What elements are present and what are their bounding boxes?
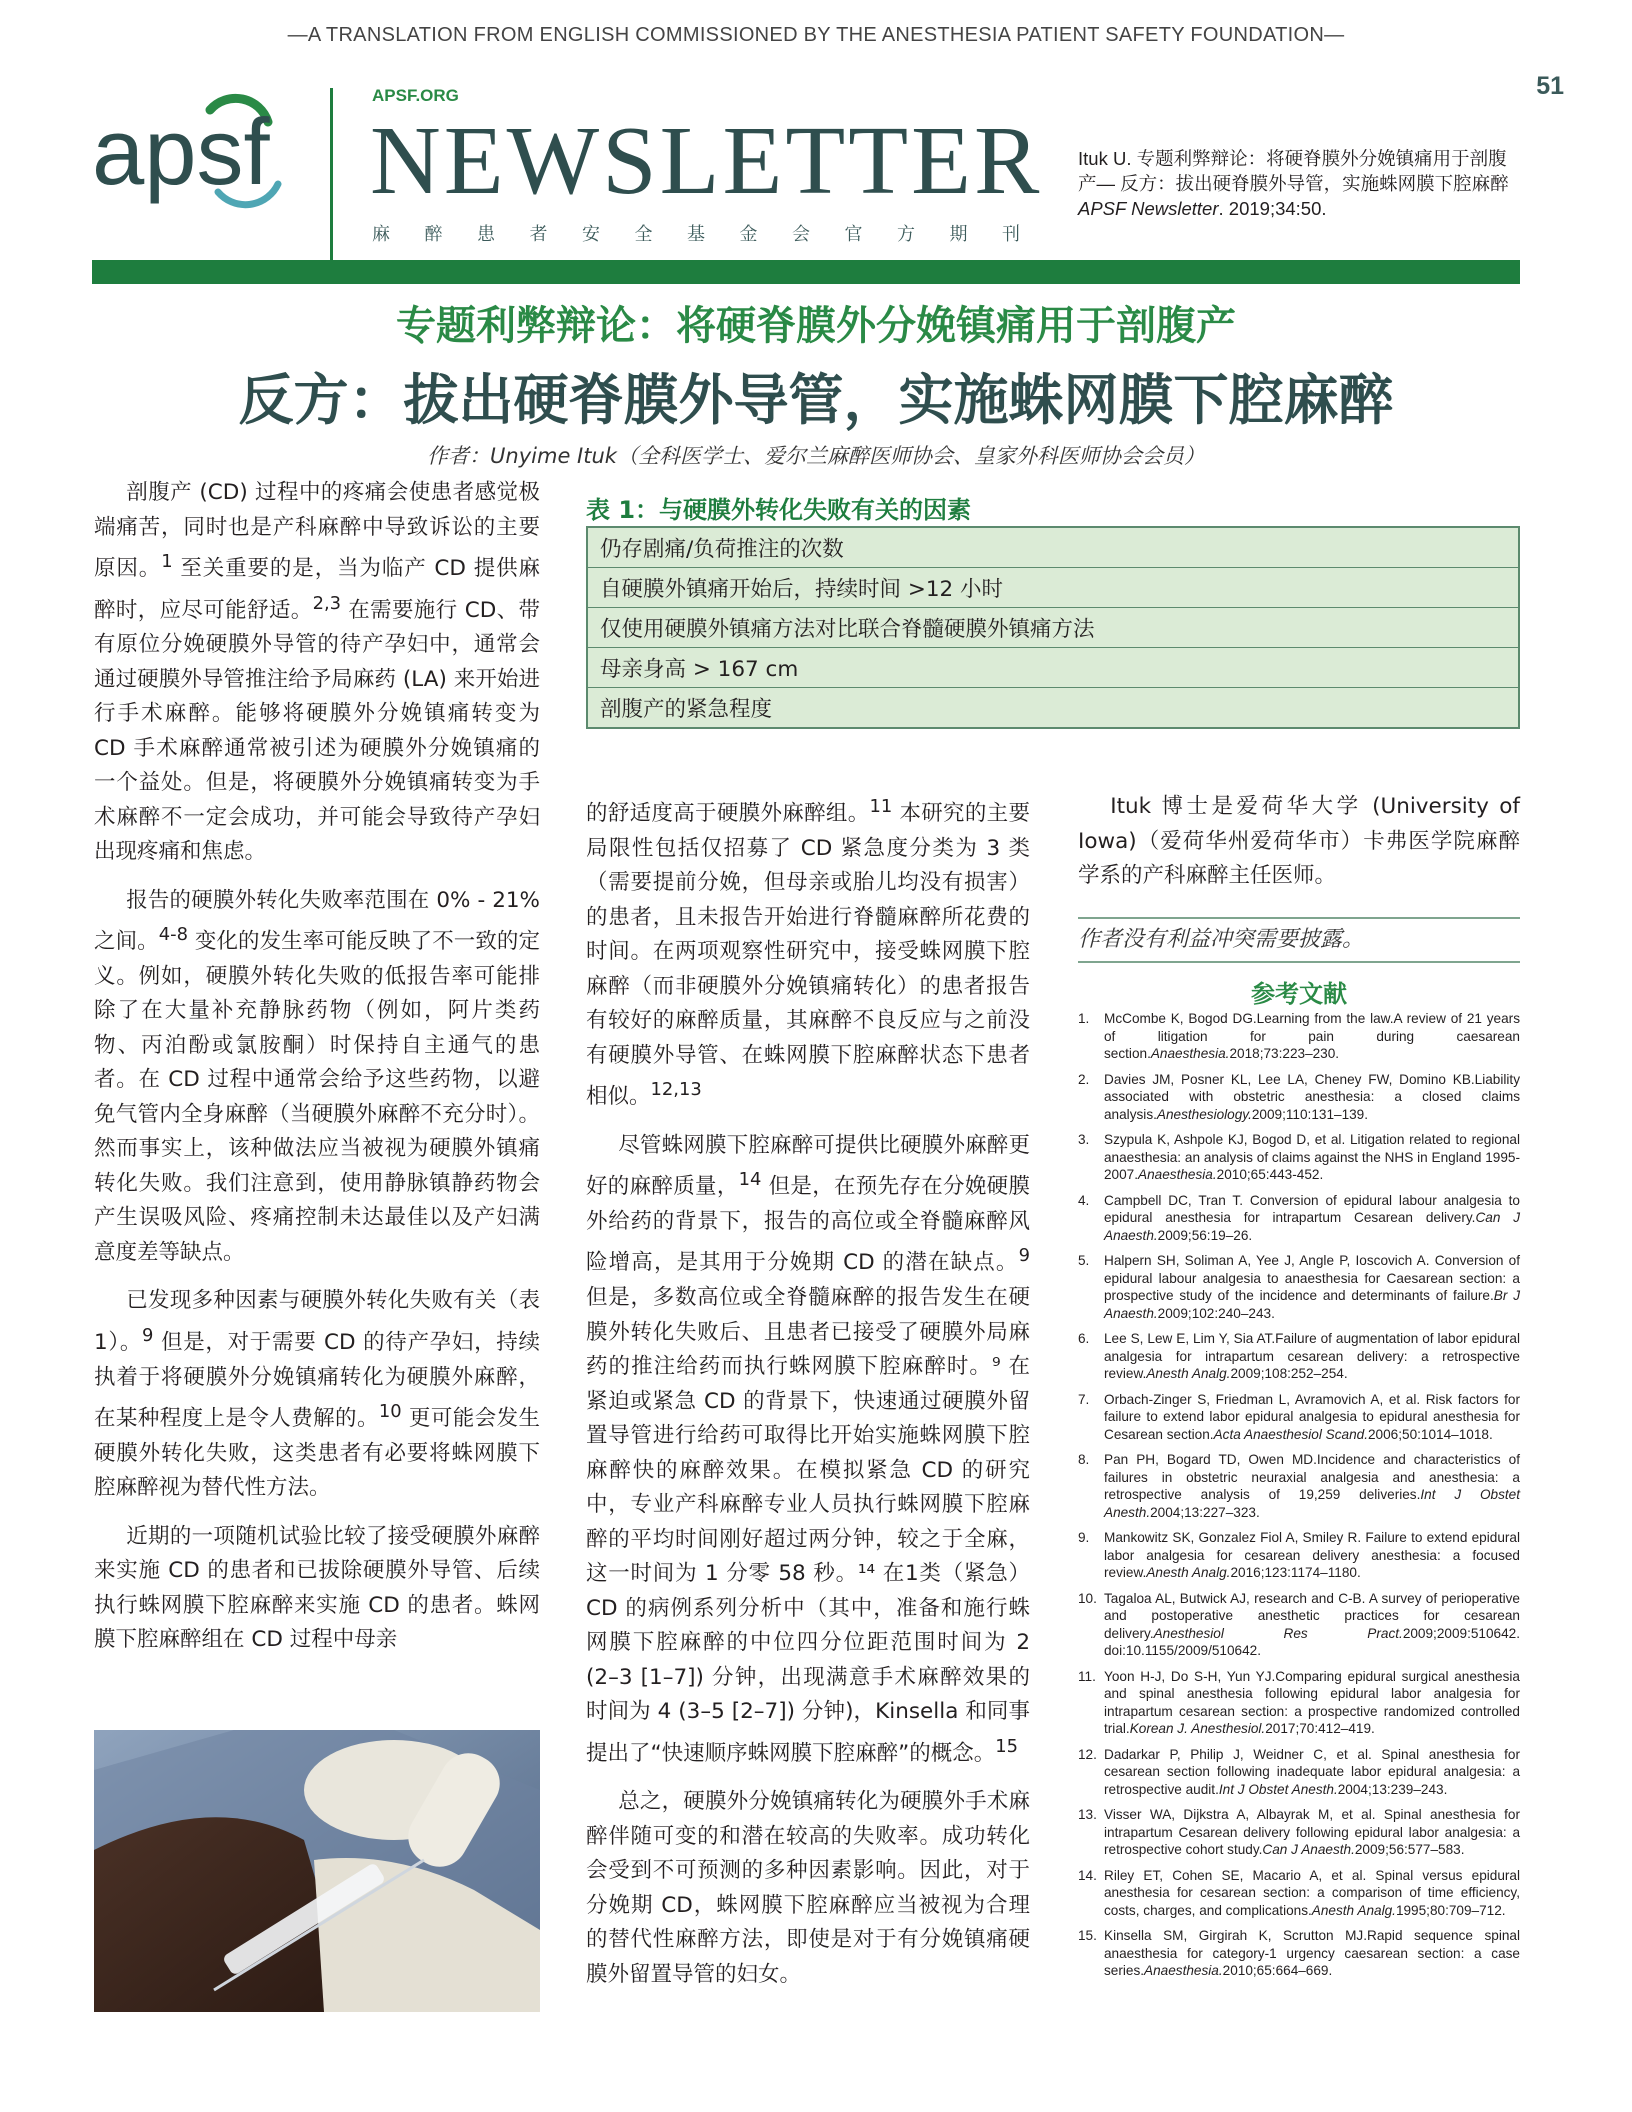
conflict-of-interest: 作者没有利益冲突需要披露。 — [1078, 927, 1365, 952]
byline: 作者：Unyime Ituk（全科医学士、爱尔兰麻醉医师协会、皇家外科医师协会会员） — [427, 444, 1205, 468]
subtitle-char: 醉 — [424, 224, 443, 245]
reference-item: 2. Davies JM, Posner KL, Lee LA, Cheney FW, Domino KB.Liability associated with obstetric anesthesia: a closed claims analysis.Anesthesiology.2009;110:131–139. — [1078, 1071, 1520, 1122]
paragraph: 近期的一项随机试验比较了接受硬膜外麻醉来实施 CD 的患者和已拔除硬膜外导管、后续执行蛛网膜下腔麻醉来实施 CD 的患者。蛛网膜下腔麻醉组在 CD 过程中母亲 — [94, 1523, 540, 1653]
page-number: 51 — [1536, 72, 1564, 100]
left-column — [94, 476, 540, 1672]
citation-details: . 2019;34:50. — [1218, 198, 1327, 219]
apsf-logo — [92, 92, 310, 218]
table-cell: 仅使用硬膜外镇痛方法对比联合脊髓硬膜外镇痛方法 — [587, 608, 1519, 648]
reference-item: 10. Tagaloa AL, Butwick AJ, research and C-B. A survey of perioperative and postoperative anesthetic practices for cesarean delivery.Anesthesiol Res Pract.2009;2009:510642. doi:10.1155/2009/510642. — [1078, 1590, 1520, 1658]
masthead-subtitle — [372, 220, 1020, 246]
paragraph: 尽管蛛网膜下腔麻醉可提供比硬膜外麻醉更好的麻醉质量，$^{14}$ 但是，在预先存在分娩硬膜外给药的背景下，报告的高位或全脊髓麻醉风险增高，是其用于分娩期 CD 的潜在缺点。$^9$ 但是，多数高位或全脊髓麻醉的报告发生在硬膜外转化失败后、且患者已接受了硬膜外局麻药的推注给药而执行蛛网膜下腔麻醉时。⁹ 在紧迫或紧急 CD 的背景下，快速通过硬膜外留置导管进行给药可取得比开始实施蛛网膜下腔麻醉快的麻醉效果。在模拟紧急 CD 的研究中，专业产科麻醉专业人员执行蛛网膜下腔麻醉的平均时间刚好超过两分钟，较之于全麻，这一时间为 1 分零 58 秒。¹⁴ 在1类（紧急）CD 的病例系列分析中（其中，准备和施行蛛网膜下腔麻醉的中位四分位距范围时间为 2 (2–3 [1–7]) 分钟，出现满意手术麻醉效果的时间为 4 (3–5 [2–7]) 分钟)，Kinsella 和同事提出了“快速顺序蛛网膜下腔麻醉”的概念。$^{15}$ — [586, 1132, 1030, 1766]
table-row — [587, 568, 1519, 608]
paragraph: 已发现多种因素与硬膜外转化失败有关（表 1）。$^9$ 但是，对于需要 CD 的待产孕妇，持续执着于将硬膜外分娩镇痛转化为硬膜外麻醉，在某种程度上是令人费解的。$^{10}$ 更可能会发生硬膜外转化失败，这类患者有必要将蛛网膜下腔麻醉视为替代性方法。 — [94, 1288, 540, 1501]
subtitle-char: 金 — [739, 224, 758, 245]
subtitle-char: 期 — [949, 224, 968, 245]
table-cell: 剖腹产的紧急程度 — [587, 688, 1519, 729]
subtitle-char: 官 — [844, 224, 863, 245]
reference-item: 9. Mankowitz SK, Gonzalez Fiol A, Smiley R. Failure to extend epidural labor analgesia for cesarean delivery anesthesia: a focused review.Anesth Analg.2016;123:1174–1180. — [1078, 1530, 1520, 1580]
reference-item: 5. Halpern SH, Soliman A, Yee J, Angle P, Ioscovich A. Conversion of epidural labour analgesia to anaesthesia for Caesarean section: a prospective study of the incidence and determinants of failure.Br J Anaesth.2009;102:240–243. — [1078, 1253, 1520, 1321]
reference-item: 8. Pan PH, Bogard TD, Owen MD.Incidence and characteristics of failures in obstetric neuraxial analgesia and anesthesia: a retrospective analysis of 19,259 deliveries.Int J Obstet Anesth.2004;13:227–323. — [1078, 1452, 1520, 1520]
masthead-title: NEWSLETTER — [370, 107, 1043, 215]
subtitle-char: 基 — [687, 224, 705, 245]
translation-banner: —A TRANSLATION FROM ENGLISH COMMISSIONED BY THE ANESTHESIA PATIENT SAFETY FOUNDATION— — [287, 24, 1345, 46]
subtitle-char: 刊 — [1002, 224, 1020, 245]
site-url[interactable]: APSF.ORG — [372, 86, 459, 105]
subtitle-char: 会 — [792, 224, 810, 245]
subtitle-char: 全 — [634, 224, 653, 245]
logo-wordmark: apsf — [92, 99, 270, 204]
reference-item: 4. Campbell DC, Tran T. Conversion of epidural labour analgesia to epidural anesthesia for intrapartum Cesarean delivery.Can J Anaesth.2009;56:19–26. — [1078, 1192, 1521, 1243]
reference-item: 3. Szypula K, Ashpole KJ, Bogod D, et al. Litigation related to regional anaesthesia: an analysis of claims against the NHS in England 1995-2007.Anaesthesia.2010;65:443-452. — [1078, 1132, 1520, 1182]
subtitle-char: 患 — [477, 224, 495, 245]
subtitle-char: 方 — [897, 224, 915, 245]
reference-item: 14. Riley ET, Cohen SE, Macario A, et al. Spinal versus epidural anesthesia for cesarean section: a comparison of time efficiency, costs, charges, and complications.Anesth Analg.1995;80:709–712. — [1078, 1867, 1520, 1918]
table-row — [587, 608, 1519, 648]
subtitle-char: 者 — [529, 224, 548, 245]
article-citation — [1078, 146, 1510, 221]
references-heading: 参考文献 — [1251, 980, 1347, 1008]
references-list — [1078, 1010, 1520, 1988]
subtitle-char: 安 — [582, 224, 600, 245]
epidural-procedure-photo — [94, 1730, 540, 2012]
paragraph: 报告的硬膜外转化失败率范围在 0% - 21% 之间。$^{4-8}$ 变化的发生率可能反映了不一致的定义。例如，硬膜外转化失败的低报告率可能排除了在大量补充静脉药物（例如，阿片类药物、丙泊酚或氯胺酮）时保持自主通气的患者。在 CD 过程中通常会给予这些药物，以避免气管内全身麻醉（当硬膜外麻醉不充分时）。然而事实上，该种做法应当被视为硬膜外镇痛转化失败。我们注意到，使用静脉镇静药物会产生误吸风险、疼痛控制未达最佳以及产妇满意度差等缺点。 — [94, 887, 540, 1265]
table-cell: 自硬膜外镇痛开始后，持续时间 >12 小时 — [587, 568, 1519, 608]
table-row — [587, 527, 1519, 568]
table-row — [587, 648, 1519, 688]
reference-item: 1. McCombe K, Bogod DG.Learning from the law.A review of 21 years of litigation for pain during caesarean section.Anaesthesia.2018;73:223–230. — [1078, 1011, 1520, 1061]
factors-table — [586, 526, 1520, 729]
reference-item: 7. Orbach-Zinger S, Friedman L, Avramovich A, et al. Risk factors for failure to extend labor epidural analgesia to epidural anesthesia for Cesarean section.Acta Anaesthesiol Scand.2006;50:1014–1018. — [1078, 1391, 1520, 1442]
citation-text: Ituk U. 专题利弊辩论：将硬脊膜外分娩镇痛用于剖腹产— 反方：拔出硬脊膜外导管，实施蛛网膜下腔麻醉 — [1078, 148, 1509, 194]
reference-item: 13. Visser WA, Dijkstra A, Albayrak M, et al. Spinal anesthesia for intrapartum Cesarean delivery following epidural labor analgesia: a retrospective cohort study.Can J Anaesth.2009;56:577–583. — [1078, 1807, 1520, 1857]
headline-topic: 专题利弊辩论：将硬脊膜外分娩镇痛用于剖腹产 — [396, 303, 1236, 349]
reference-item: 11. Yoon H-J, Do S-H, Yun YJ.Comparing epidural surgical anesthesia and spinal anesthesia following epidural labor analgesia for intrapartum cesarean section: a prospective randomized controlled trial.Korean J. Anesthesiol.2017;70:412–419. — [1078, 1668, 1520, 1736]
paragraph: 剖腹产 (CD) 过程中的疼痛会使患者感觉极端痛苦，同时也是产科麻醉中导致诉讼的主要原因。$^1$ 至关重要的是，当为临产 CD 提供麻醉时，应尽可能舒适。$^{2,3}$ 在需要施行 CD、带有原位分娩硬膜外导管的待产孕妇中，通常会通过硬膜外导管推注给予局麻药 (LA) 来开始进行手术麻醉。能够将硬膜外分娩镇痛转变为 CD 手术麻醉通常被引述为硬膜外分娩镇痛的一个益处。但是，将硬膜外分娩镇痛转变为手术麻醉不一定会成功，并可能会导致待产孕妇出现疼痛和焦虑。 — [94, 480, 540, 865]
middle-column — [586, 790, 1030, 2006]
author-bio: Ituk 博士是爱荷华大学 (University of Iowa)（爱荷华州爱荷华市）卡弗医学院麻醉学系的产科麻醉主任医师。 — [1078, 794, 1520, 888]
divider — [1078, 961, 1520, 963]
headline-title: 反方：拔出硬脊膜外导管，实施蛛网膜下腔麻醉 — [238, 368, 1394, 432]
table-title: 表 1：与硬膜外转化失败有关的因素 — [586, 496, 972, 524]
reference-item: 12. Dadarkar P, Philip J, Weidner C, et al. Spinal anesthesia for cesarean section following inadequate labor epidural analgesia: a retrospective audit.Int J Obstet Anesth.2004;13:239–243. — [1078, 1746, 1520, 1797]
paragraph: 的舒适度高于硬膜外麻醉组。$^{11}$ 本研究的主要局限性包括仅招募了 CD 紧急度分类为 3 类（需要提前分娩，但母亲或胎儿均没有损害）的患者，且未报告开始进行脊髓麻醉所花费的时间。在两项观察性研究中，接受蛛网膜下腔麻醉（而非硬膜外分娩镇痛转化）的患者报告有较好的麻醉质量，其麻醉不良反应与之前没有硬膜外导管、在蛛网膜下腔麻醉状态下患者相似。$^{12,13}$ — [586, 796, 1030, 1110]
subtitle-char: 麻 — [372, 224, 390, 245]
paragraph: 总之，硬膜外分娩镇痛转化为硬膜外手术麻醉伴随可变的和潜在较高的失败率。成功转化会受到不可预测的多种因素影响。因此，对于分娩期 CD，蛛网膜下腔麻醉应当被视为合理的替代性麻醉方法，即使是对于有分娩镇痛硬膜外留置导管的妇女。 — [586, 1789, 1030, 1987]
table-cell: 仍存剧痛/负荷推注的次数 — [587, 527, 1519, 568]
table-row — [587, 688, 1519, 729]
masthead-divider — [330, 88, 333, 260]
citation-journal: APSF Newsletter — [1078, 198, 1219, 219]
reference-item: 6. Lee S, Lew E, Lim Y, Sia AT.Failure of augmentation of labor epidural analgesia for intrapartum cesarean delivery: a retrospective review.Anesth Analg.2009;108:252–254. — [1078, 1331, 1520, 1381]
reference-item: 15. Kinsella SM, Girgirah K, Scrutton MJ.Rapid sequence spinal anaesthesia for category-1 urgency caesarean section: a case series.Anaesthesia.2010;65:664–669. — [1078, 1928, 1520, 1978]
header-green-bar — [92, 260, 1520, 284]
table-cell: 母亲身高 > 167 cm — [587, 648, 1519, 688]
